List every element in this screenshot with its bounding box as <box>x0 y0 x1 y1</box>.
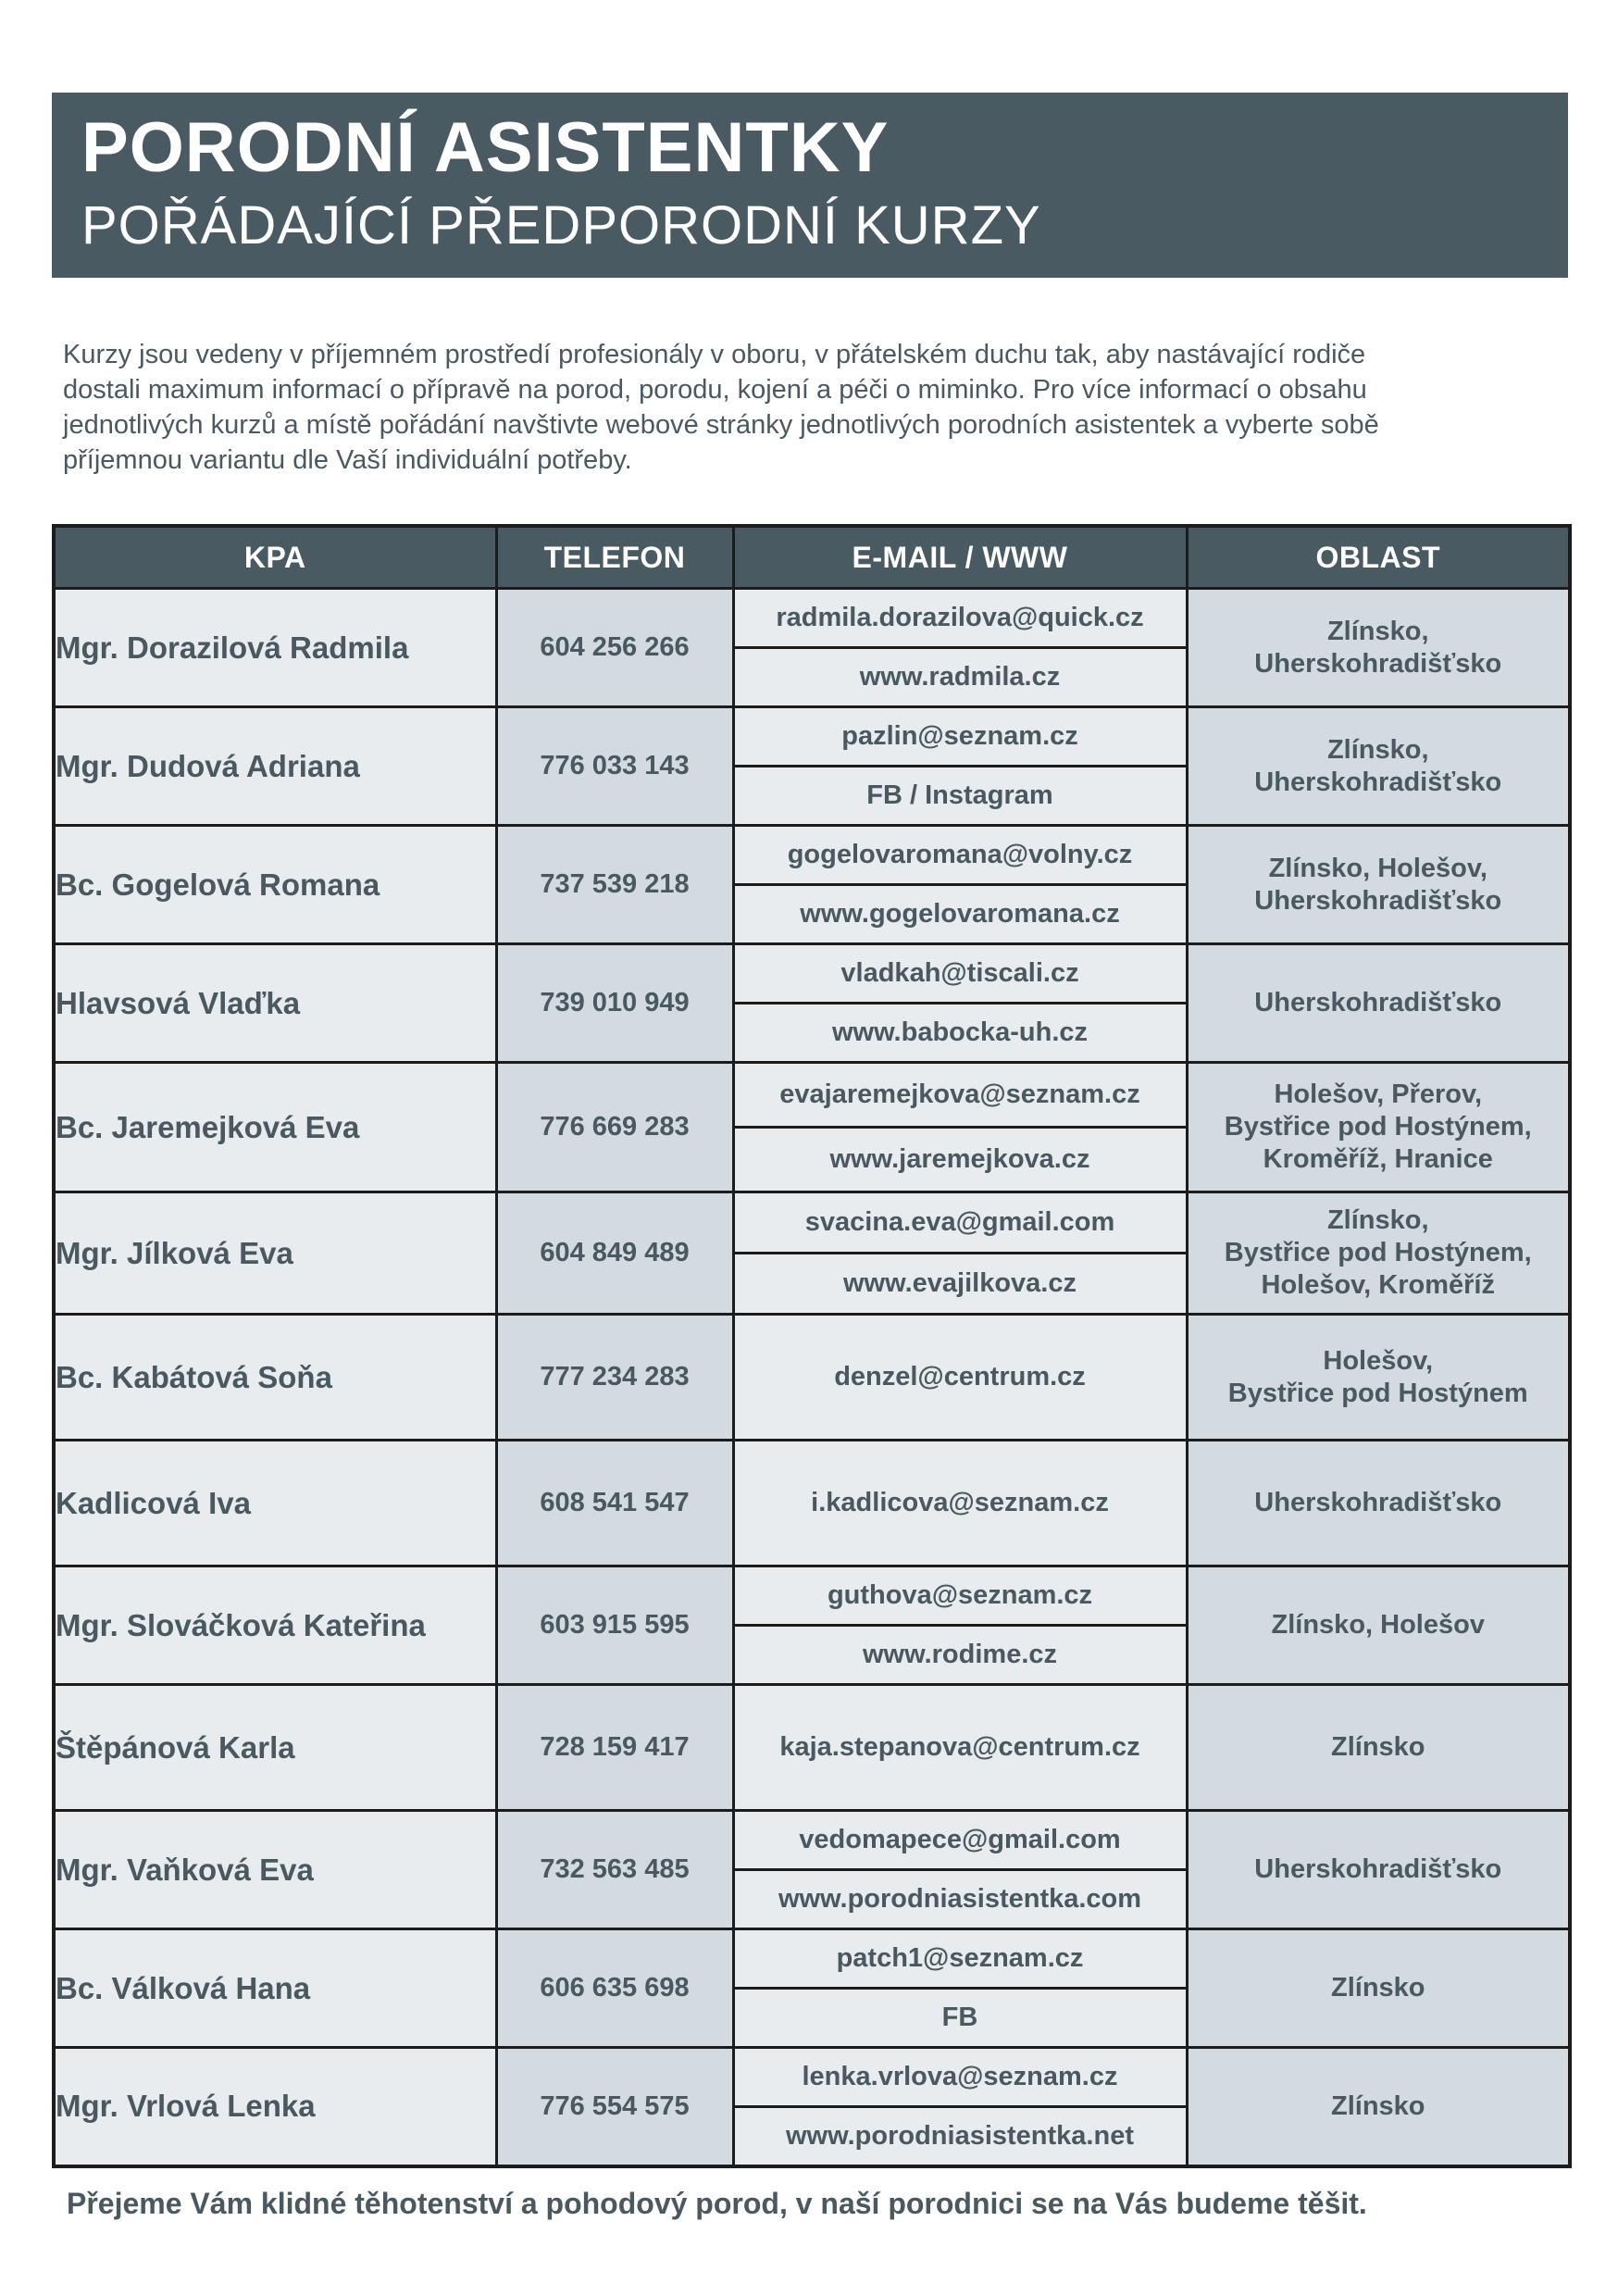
table-row <box>54 1315 1570 1441</box>
phone-number: 604 256 266 <box>496 589 733 707</box>
table-row <box>54 2048 1570 2107</box>
table-row <box>54 707 1570 767</box>
table-row <box>54 826 1570 885</box>
intro-line: jednotlivých kurzů a místě pořádání navštivte webové stránky jednotlivých porodních asistentek a vyberte sobě <box>63 410 1379 440</box>
page-subtitle: POŘÁDAJÍCÍ PŘEDPORODNÍ KURZY <box>81 195 1041 256</box>
kpa-name: Bc. Válková Hana <box>54 1929 496 2048</box>
column-header-kpa: KPA <box>54 526 496 589</box>
phone-number: 608 541 547 <box>496 1441 733 1566</box>
area-cell <box>1187 1929 1570 2048</box>
footer-note: Přejeme Vám klidné těhotenství a pohodový porod, v naší porodnici se na Vás budeme těšit. <box>67 2187 1367 2220</box>
intro-line: Kurzy jsou vedeny v příjemném prostředí profesionály v oboru, v přátelském duchu tak, aby nastávající rodiče <box>63 340 1366 369</box>
contact-web[interactable]: www.gogelovaromana.cz <box>733 885 1187 944</box>
area-line: Zlínsko <box>1330 1732 1425 1762</box>
contact-email[interactable]: i.kadlicova@seznam.cz <box>733 1441 1187 1566</box>
contact-email[interactable]: svacina.eva@gmail.com <box>733 1192 1187 1254</box>
table-row <box>54 1685 1570 1811</box>
kpa-name: Kadlicová Iva <box>54 1441 496 1566</box>
kpa-name: Hlavsová Vlaďka <box>54 944 496 1063</box>
contact-email[interactable]: vladkah@tiscali.cz <box>733 944 1187 1004</box>
phone-number: 777 234 283 <box>496 1315 733 1441</box>
contact-email[interactable]: patch1@seznam.cz <box>733 1929 1187 1989</box>
area-cell <box>1187 1063 1570 1192</box>
area-cell <box>1187 2048 1570 2166</box>
area-line: Holešov, Kroměříž <box>1261 1270 1495 1300</box>
table-body <box>54 589 1570 2166</box>
area-line: Kroměříž, Hranice <box>1263 1144 1493 1174</box>
contact-web[interactable]: FB / Instagram <box>733 767 1187 826</box>
kpa-name: Mgr. Dorazilová Radmila <box>54 589 496 707</box>
column-header-oblast: OBLAST <box>1187 526 1570 589</box>
area-line: Bystřice pod Hostýnem, <box>1224 1112 1532 1142</box>
contact-email[interactable]: gogelovaromana@volny.cz <box>733 826 1187 885</box>
area-cell <box>1187 1566 1570 1685</box>
area-line: Uherskohradišťsko <box>1254 648 1502 679</box>
area-line: Bystřice pod Hostýnem <box>1227 1378 1528 1408</box>
table-row <box>54 944 1570 1004</box>
phone-number: 604 849 489 <box>496 1192 733 1315</box>
phone-number: 739 010 949 <box>496 944 733 1063</box>
area-line: Uherskohradišťsko <box>1254 988 1502 1017</box>
area-line: Uherskohradišťsko <box>1254 1854 1502 1884</box>
kpa-name: Mgr. Vaňková Eva <box>54 1811 496 1929</box>
area-line: Zlínsko, <box>1326 616 1429 646</box>
area-line: Uherskohradišťsko <box>1254 767 1502 797</box>
kpa-name: Bc. Gogelová Romana <box>54 826 496 944</box>
intro-paragraph <box>63 337 1562 478</box>
table-row <box>54 1441 1570 1566</box>
area-line: Zlínsko <box>1330 1973 1425 2003</box>
area-line: Zlínsko, Holešov <box>1271 1610 1485 1640</box>
phone-number: 603 915 595 <box>496 1566 733 1685</box>
contact-email[interactable]: guthova@seznam.cz <box>733 1566 1187 1626</box>
contact-web[interactable]: FB <box>733 1989 1187 2048</box>
area-line: Zlínsko, <box>1326 1205 1429 1235</box>
contact-web[interactable]: www.evajilkova.cz <box>733 1254 1187 1315</box>
area-cell <box>1187 1685 1570 1811</box>
kpa-name: Štěpánová Karla <box>54 1685 496 1811</box>
midwives-table <box>52 524 1572 2168</box>
contact-email[interactable]: lenka.vrlova@seznam.cz <box>733 2048 1187 2107</box>
area-line: Uherskohradišťsko <box>1254 1488 1502 1517</box>
contact-email[interactable]: denzel@centrum.cz <box>733 1315 1187 1441</box>
kpa-name: Mgr. Slováčková Kateřina <box>54 1566 496 1685</box>
phone-number: 776 669 283 <box>496 1063 733 1192</box>
phone-number: 606 635 698 <box>496 1929 733 2048</box>
phone-number: 728 159 417 <box>496 1685 733 1811</box>
area-line: Zlínsko <box>1330 2090 1425 2121</box>
contact-email[interactable]: pazlin@seznam.cz <box>733 707 1187 767</box>
area-cell <box>1187 707 1570 826</box>
table-row <box>54 1811 1570 1870</box>
area-line: Holešov, Přerov, <box>1274 1079 1483 1109</box>
contact-web[interactable]: www.porodniasistentka.net <box>733 2107 1187 2166</box>
column-header-email-www: E-MAIL / WWW <box>733 526 1187 589</box>
contact-web[interactable]: www.porodniasistentka.com <box>733 1870 1187 1929</box>
contact-email[interactable]: radmila.dorazilova@quick.cz <box>733 589 1187 648</box>
area-line: Zlínsko, <box>1326 734 1429 765</box>
phone-number: 776 033 143 <box>496 707 733 826</box>
area-cell <box>1187 1315 1570 1441</box>
area-line: Zlínsko, Holešov, <box>1268 853 1487 883</box>
table-row <box>54 1929 1570 1989</box>
table-row <box>54 1063 1570 1128</box>
phone-number: 732 563 485 <box>496 1811 733 1929</box>
phone-number: 776 554 575 <box>496 2048 733 2166</box>
area-cell <box>1187 1441 1570 1566</box>
table-header-row <box>54 526 1570 589</box>
area-line: Uherskohradišťsko <box>1254 885 1502 916</box>
contact-web[interactable]: www.babocka-uh.cz <box>733 1004 1187 1063</box>
contact-web[interactable]: www.jaremejkova.cz <box>733 1128 1187 1192</box>
area-line: Holešov, <box>1323 1345 1434 1376</box>
contact-email[interactable]: vedomapece@gmail.com <box>733 1811 1187 1870</box>
intro-line: příjemnou variantu dle Vaší individuální potřeby. <box>63 445 632 475</box>
column-header-telefon: TELEFON <box>496 526 733 589</box>
area-cell <box>1187 589 1570 707</box>
header-band <box>52 93 1568 278</box>
kpa-name: Mgr. Dudová Adriana <box>54 707 496 826</box>
kpa-name: Bc. Kabátová Soňa <box>54 1315 496 1441</box>
kpa-name: Mgr. Vrlová Lenka <box>54 2048 496 2166</box>
table-row <box>54 1192 1570 1254</box>
intro-line: dostali maximum informací o přípravě na porod, porodu, kojení a péči o miminko. Pro více informací o obsahu <box>63 375 1367 405</box>
area-cell <box>1187 944 1570 1063</box>
contact-email[interactable]: evajaremejkova@seznam.cz <box>733 1063 1187 1128</box>
area-line: Bystřice pod Hostýnem, <box>1224 1238 1532 1267</box>
phone-number: 737 539 218 <box>496 826 733 944</box>
table-row <box>54 1566 1570 1626</box>
area-cell <box>1187 826 1570 944</box>
kpa-name: Mgr. Jílková Eva <box>54 1192 496 1315</box>
contact-web[interactable]: www.radmila.cz <box>733 648 1187 707</box>
area-cell <box>1187 1192 1570 1315</box>
contact-web[interactable]: www.rodime.cz <box>733 1626 1187 1685</box>
kpa-name: Bc. Jaremejková Eva <box>54 1063 496 1192</box>
page-title: PORODNÍ ASISTENTKY <box>81 108 890 187</box>
table-row <box>54 589 1570 648</box>
contact-email[interactable]: kaja.stepanova@centrum.cz <box>733 1685 1187 1811</box>
area-cell <box>1187 1811 1570 1929</box>
